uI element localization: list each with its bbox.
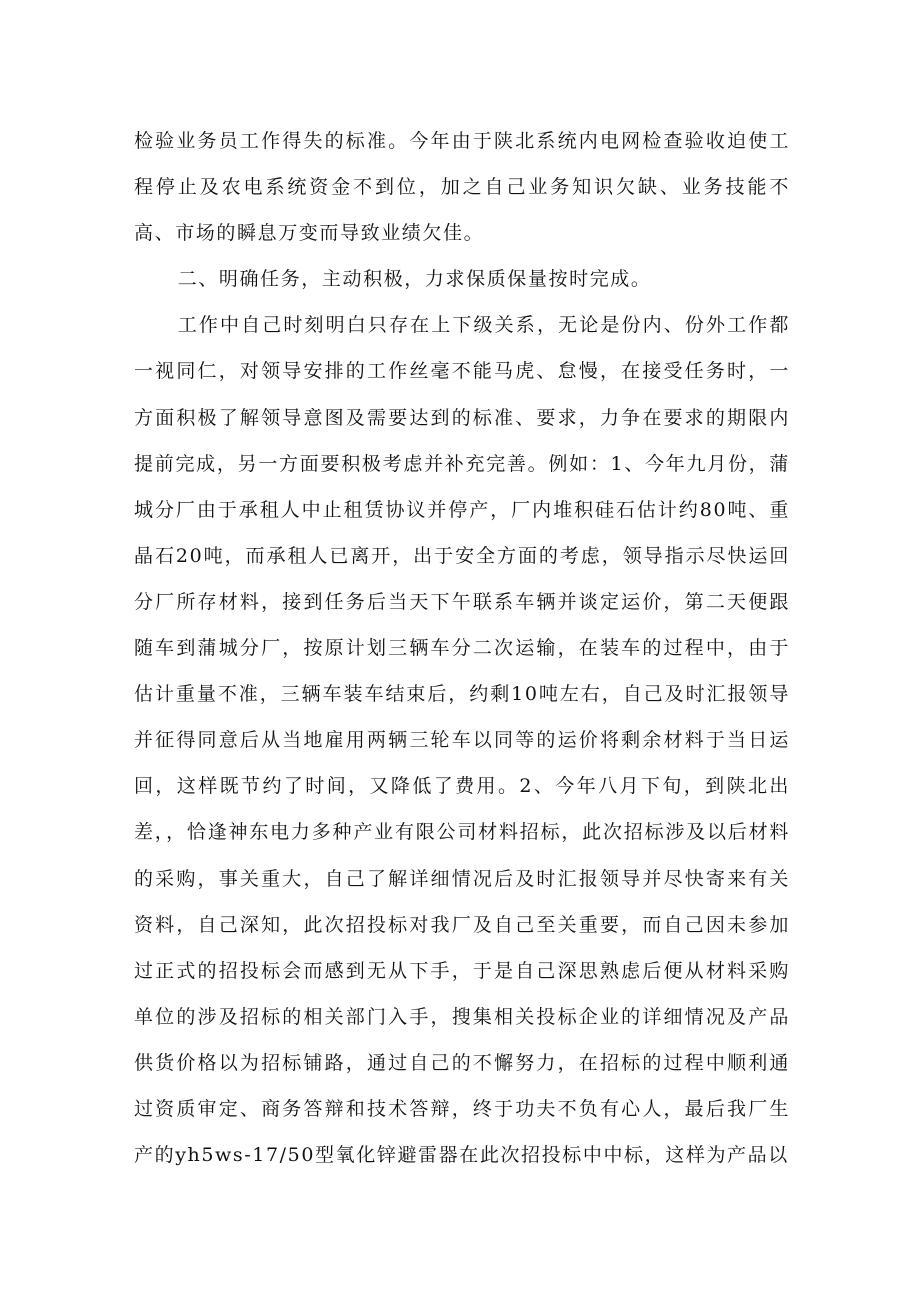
paragraph-3: 工作中自己时刻明白只存在上下级关系，无论是份内、份外工作都一视同仁，对领导安排的工作丝毫不能马虎、怠慢，在接受任务时，一方面积极了解领导意图及需要达到的标准、要求，力争在要求的期限内提前完成，另一方面要积极考虑并补充完善。例如：1、今年九月份，蒲城分厂由于承租人中止租赁协议并停产，厂内堆积硅石估计约80吨、重晶石20吨，而承租人已离开，出于安全方面的考虑，领导指示尽快运回分厂所存材料，接到任务后当天下午联系车辆并谈定运价，第二天便跟随车到蒲城分厂，按原计划三辆车分二次运输，在装车的过程中，由于估计重量不准，三辆车装车结束后，约剩10吨左右，自己及时汇报领导并征得同意后从当地雇用两辆三轮车以同等的运价将剩余材料于当日运回，这样既节约了时间，又降低了费用。2、今年八月下旬，到陕北出差，，恰逢神东电力多种产业有限公司材料招标，此次招标涉及以后材料的采购，事关重大，自己了解详细情况后及时汇报领导并尽快寄来有关资料，自己深知，此次招投标对我厂及自己至关重要，而自己因未参加过正式的招投标会而感到无从下手，于是自己深思熟虑后便从材料采购单位的涉及招标的相关部门入手，搜集相关投标企业的详细情况及产品供货价格以为招标铺路，通过自己的不懈努力，在招标的过程中顺利通过资质审定、商务答辩和技术答辩，终于功夫不负有心人，最后我厂生产的yh5ws-17/50型氧化锌避雷器在此次招投标中中标，这样为产品以: [134, 314, 790, 1167]
paragraph-2: 二、明确任务，主动积极，力求保质保量按时完成。: [177, 268, 652, 291]
document-body: [134, 118, 790, 1178]
paragraph-1: 检验业务员工作得失的标准。今年由于陕北系统内电网检查验收迫使工程停止及农电系统资金不到位，加之自己业务知识欠缺、业务技能不高、市场的瞬息万变而导致业绩欠佳。: [134, 130, 790, 245]
